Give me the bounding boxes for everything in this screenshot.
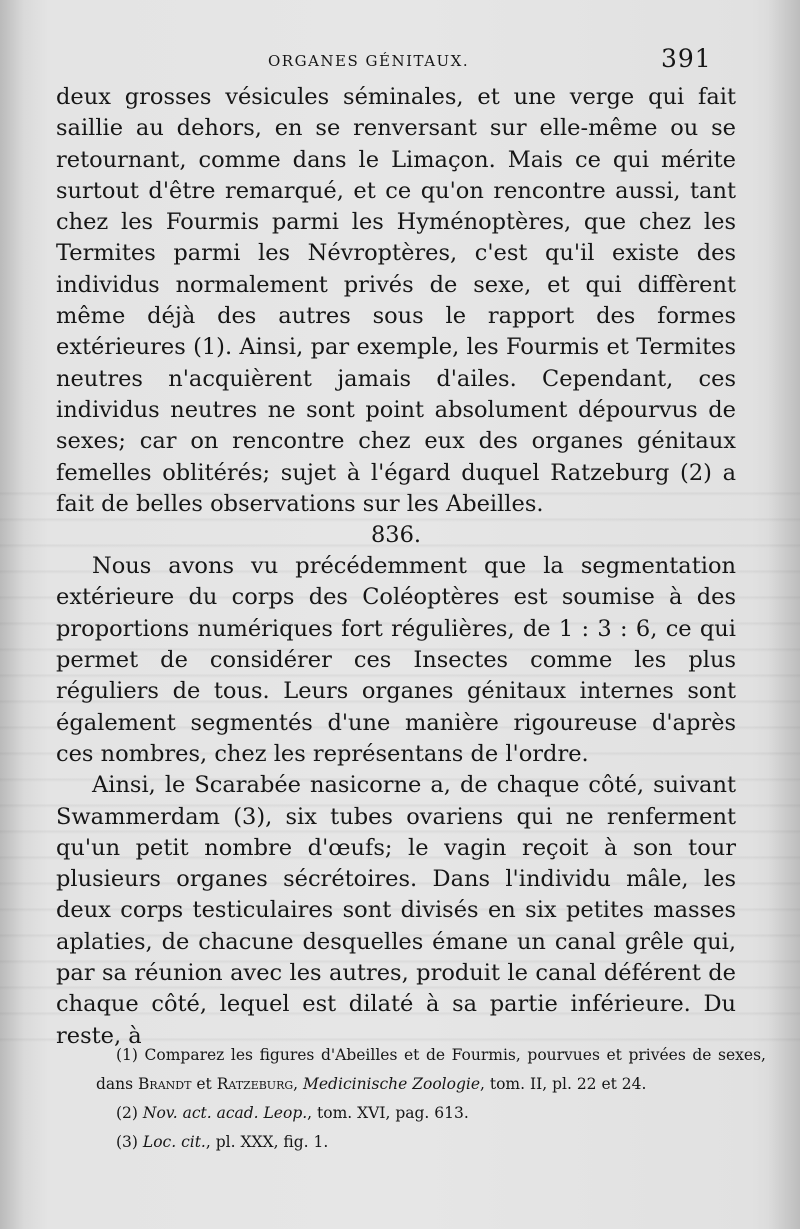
footnote-1-and: et [191, 1075, 217, 1093]
main-text [56, 82, 736, 1052]
footnote-1-marker: (1) [116, 1046, 138, 1064]
footnote-2-marker: (2) [116, 1104, 138, 1122]
section-number: 836. [370, 522, 422, 549]
running-title: ORGANES GÉNITAUX. [268, 52, 470, 70]
footnote-1-work: Medicinische Zoologie [303, 1075, 481, 1093]
footnote-3-marker: (3) [116, 1133, 138, 1151]
page-left-shadow [0, 0, 24, 1229]
footnote-1-author-brandt: Brandt [138, 1075, 192, 1093]
footnote-3 [96, 1128, 766, 1157]
page-number: 391 [661, 44, 712, 73]
footnote-1-author-ratzeburg: Ratzeburg [216, 1075, 294, 1093]
footnote-2-source: Nov. act. acad. Leop. [142, 1104, 308, 1122]
footnote-2 [96, 1099, 766, 1128]
footnote-1-text-a: Comparez les figures d'Abeilles et de Fourmis, pourvues et privées de sexes, dans [96, 1046, 766, 1093]
footnote-3-text: , pl. XXX, fig. 1. [205, 1133, 329, 1151]
footnote-1 [96, 1041, 766, 1099]
footnote-3-source: Loc. cit. [142, 1133, 206, 1151]
footnotes [96, 1041, 766, 1157]
footnote-1-text-b: , tom. II, pl. 22 et 24. [480, 1075, 647, 1093]
footnote-2-text: , tom. XVI, pag. 613. [307, 1104, 469, 1122]
paragraph-1: deux grosses vésicules séminales, et une verge qui fait saillie au dehors, en se renversant sur elle-même ou se retournant, comme dans le Limaçon. Mais ce qui mérite surtout d'être remarqué, et ce qu'on rencontre aussi, tant chez les Fourmis parmi les Hyménoptères, que chez les Termites parmi les Névroptères, c'est qu'il existe des individus normalement privés de sexe, et qui diffèrent même déjà des autres sous le rapport des formes extérieures (1). Ainsi, par exemple, les Fourmis et Termites neutres n'acquièrent jamais d'ailes. Cependant, ces individus neutres ne sont point absolument dépourvus de sexes; car on rencontre chez eux des organes génitaux femelles oblitérés; sujet à l'égard duquel Ratzeburg (2) a fait de belles observations sur les Abeilles. [56, 84, 736, 517]
paragraph-3: Ainsi, le Scarabée nasicorne a, de chaque côté, suivant Swammerdam (3), six tubes ovariens qui ne renferment qu'un petit nombre d'œufs; le vagin reçoit à son tour plusieurs organes sécrétoires. Dans l'individu mâle, les deux corps testiculaires sont divisés en six petites masses aplaties, de chacune desquelles émane un canal grêle qui, par sa réunion avec les autres, produit le canal déférent de chaque côté, lequel est dilaté à sa partie inférieure. Du reste, à [56, 772, 736, 1049]
paragraph-2: Nous avons vu précédemment que la segmentation extérieure du corps des Coléoptères est soumise à des proportions numériques fort régulières, de 1 : 3 : 6, ce qui permet de considérer ces Insectes comme les plus réguliers de tous. Leurs organes génitaux internes sont également segmentés d'une manière rigoureuse d'après ces nombres, chez les représentans de l'ordre. [56, 553, 736, 767]
footnote-1-sep: , [293, 1075, 304, 1093]
running-head [0, 42, 800, 82]
page-gutter-shadow [768, 0, 800, 1229]
